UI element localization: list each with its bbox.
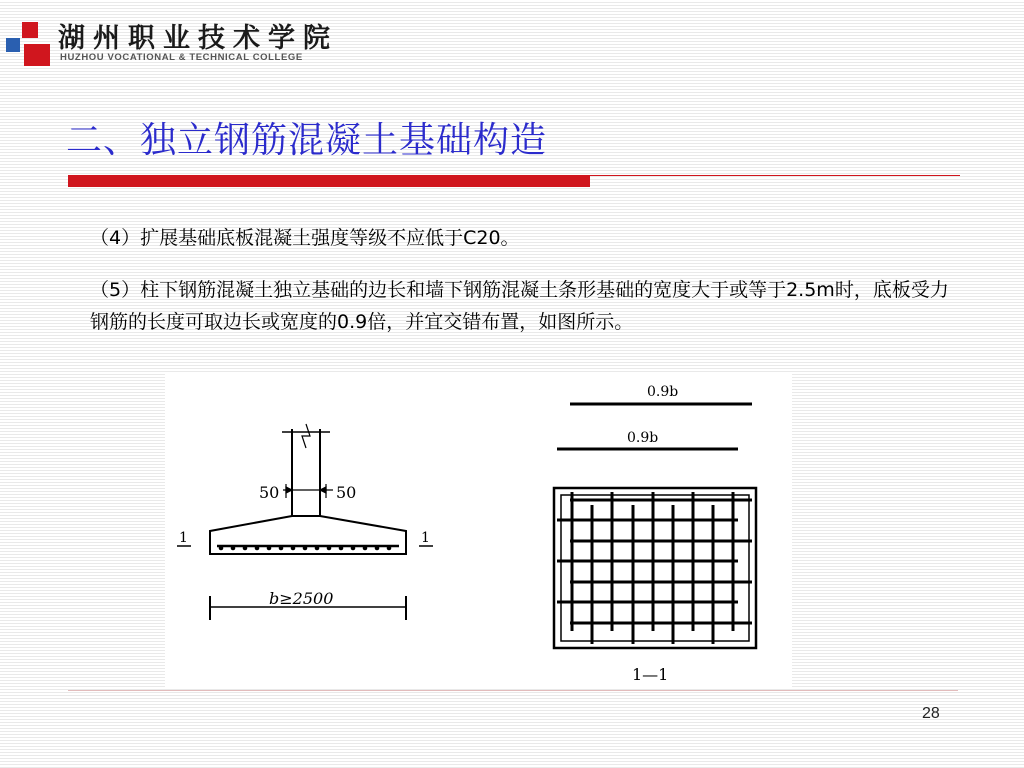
footer-divider — [68, 690, 958, 691]
foundation-rebar-figure — [165, 374, 792, 688]
page-number: 28 — [922, 705, 940, 722]
title-underline-thin — [590, 175, 960, 176]
title-underline-bar — [68, 175, 590, 187]
foundation-drawing — [165, 374, 792, 688]
slide-title: 二、独立钢筋混凝土基础构造 — [66, 120, 548, 161]
column-offset-dimension — [283, 484, 333, 498]
width-label: b≥2500 — [269, 589, 334, 608]
college-logo — [6, 14, 346, 66]
logo-mark-icon — [6, 22, 54, 66]
bar-label-top: 0.9b — [647, 384, 679, 400]
section-mark-right: 1 — [421, 530, 430, 546]
paragraph-4: （4）扩展基础底板混凝土强度等级不应低于C20。 — [90, 227, 520, 249]
logo-english-name: HUZHOU VOCATIONAL & TECHNICAL COLLEGE — [60, 52, 303, 63]
plan-caption: 1—1 — [632, 665, 669, 684]
logo-chinese-name: 湖州职业技术学院 — [58, 23, 338, 54]
paragraph-5: （5）柱下钢筋混凝土独立基础的边长和墙下钢筋混凝土条形基础的宽度大于或等于2.5m时，底板受力钢筋的长度可取边长或宽度的0.9倍，并宜交错布置，如图所示。 — [90, 279, 949, 333]
footing-rebar-dots — [219, 546, 392, 551]
dim-right-50: 50 — [336, 483, 357, 502]
section-mark-left: 1 — [179, 530, 188, 546]
bar-label-bottom: 0.9b — [627, 430, 659, 446]
column — [282, 424, 330, 516]
plan-view-grid — [554, 488, 756, 648]
dim-left-50: 50 — [259, 483, 280, 502]
